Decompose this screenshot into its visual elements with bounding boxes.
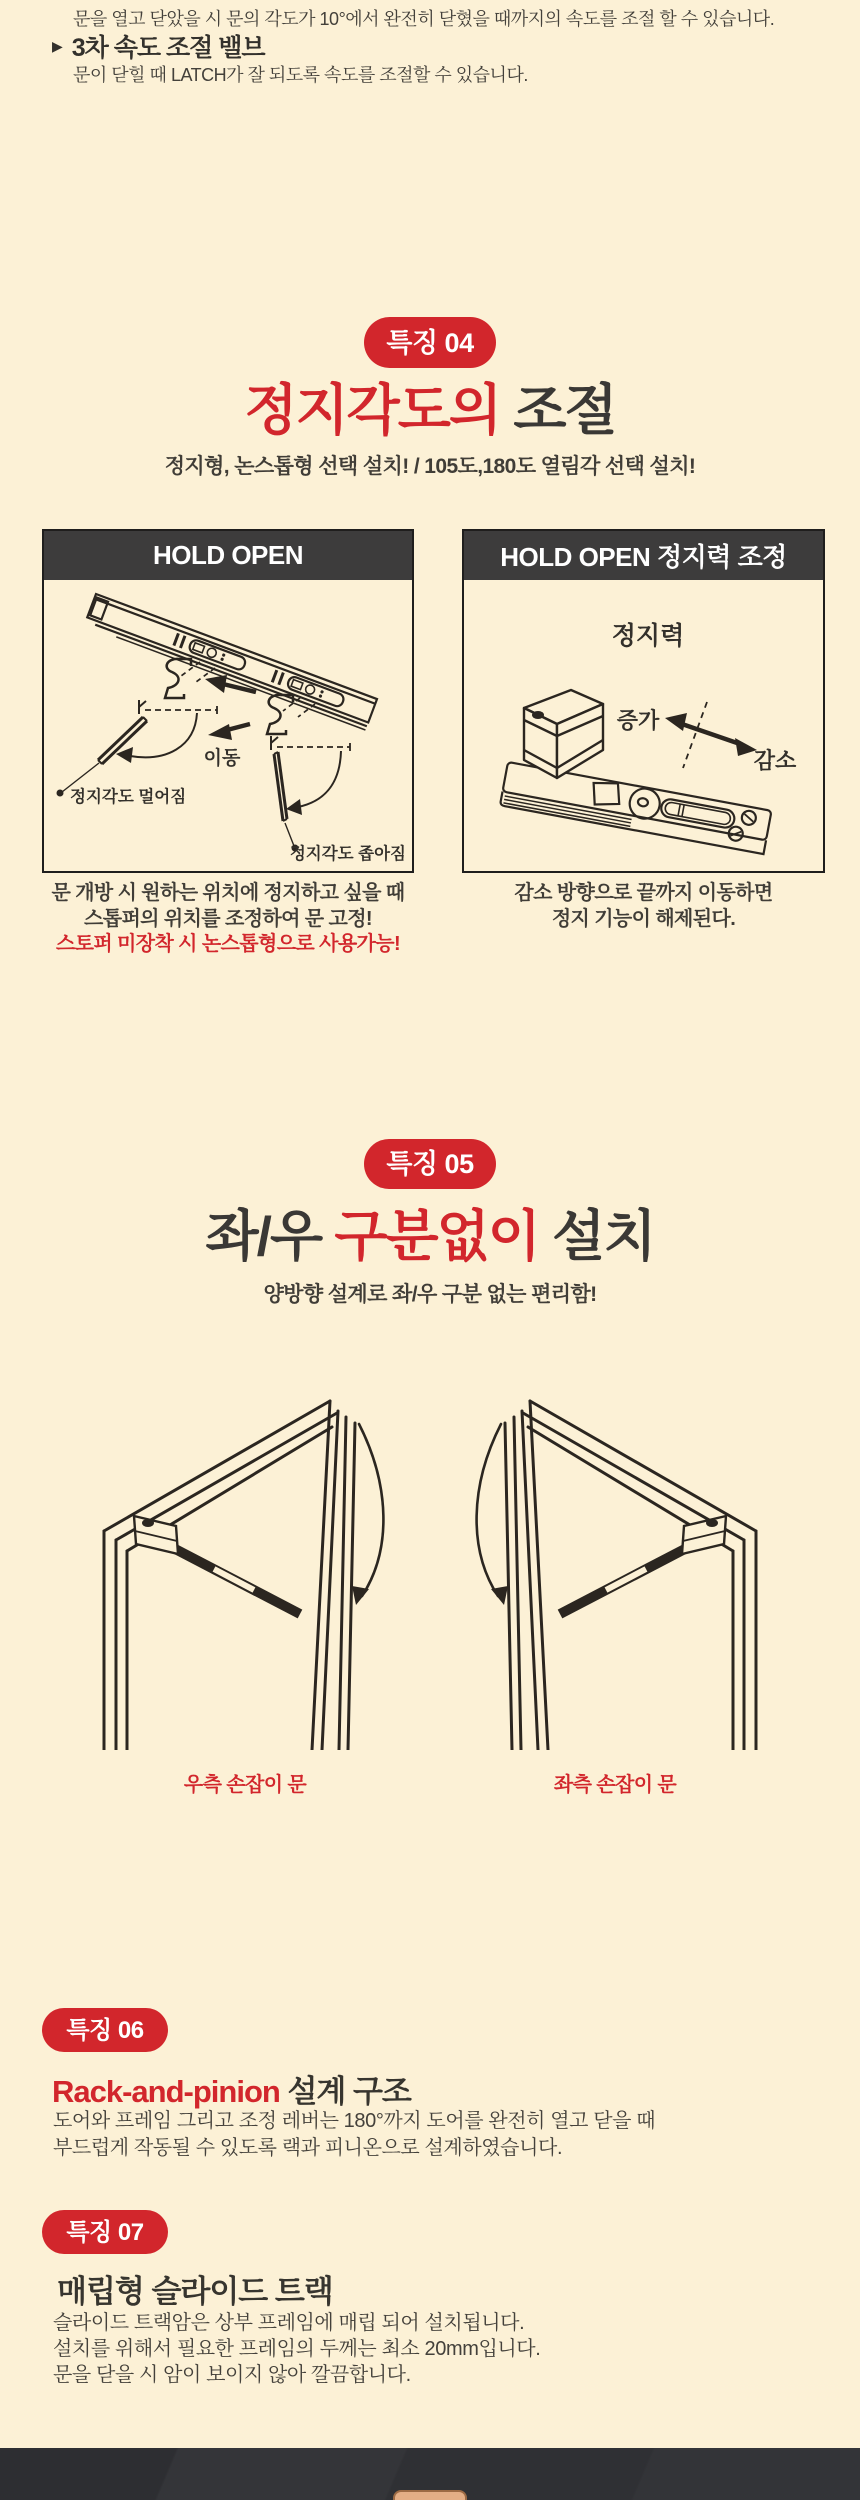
left-handle-door-caption: 좌측 손잡이 문	[553, 1774, 677, 1796]
feature-07-title: 매립형 슬라이드 트랙	[57, 2274, 333, 2309]
right-handle-door-caption: 우측 손잡이 문	[183, 1774, 307, 1796]
body-line: 슬라이드 트랙암은 상부 프레임에 매립 되어 설치됩니다.	[53, 2312, 525, 2334]
hold-open-panel	[42, 529, 414, 873]
feature-06-title-dark: 설계 구조	[279, 2074, 411, 2109]
feature-04-subtitle: 정지형, 논스톱형 선택 설치! / 105도,180도 열림각 선택 설치!	[164, 455, 696, 478]
stopper-hook	[165, 659, 191, 698]
feature-05-title	[0, 1192, 860, 1271]
hold-open-force-panel-header: HOLD OPEN 정지력 조정	[464, 531, 823, 580]
label-stop-force: 정지력	[611, 622, 685, 650]
feature-07-body	[53, 2310, 540, 2388]
caption-highlight: 스토퍼 미장착 시 논스톱형으로 사용가능!	[55, 933, 401, 955]
feature-04-title-dark: 조절	[500, 379, 616, 441]
left-arrow	[227, 724, 250, 730]
hold-open-force-caption	[462, 881, 825, 932]
label-decrease: 감소	[753, 748, 797, 773]
right-handle-door-illustration	[96, 1390, 394, 1750]
feature-06-body	[53, 2108, 655, 2162]
double-arrow	[682, 724, 740, 744]
caption-line: 문 개방 시 원하는 위치에 정지하고 싶을 때	[51, 882, 405, 904]
hold-open-illustration	[44, 580, 412, 871]
feature-05-title-dark1: 좌/우	[205, 1205, 335, 1267]
hold-open-caption	[30, 881, 426, 958]
intro-subheading-text: 3차 속도 조절 밸브	[71, 34, 265, 62]
body-line: 문을 닫을 시 암이 보이지 않아 깔끔합니다.	[53, 2364, 411, 2386]
caption-line: 정지 기능이 해제된다.	[551, 907, 736, 930]
force-adjuster-illustration	[464, 580, 823, 869]
caption-line: 스톱퍼의 위치를 조정하여 문 고정!	[84, 907, 372, 930]
slide-track-stopper-illustration	[44, 580, 412, 869]
label-stop-angle-near: 정지각도 좁아짐	[289, 845, 406, 863]
hold-open-force-panel	[462, 529, 825, 873]
caption-line: 감소 방향으로 끝까지 이동하면	[514, 882, 773, 904]
feature-06-title-red: Rack-and-pinion	[52, 2074, 280, 2109]
feature-05-badge: 특징 05	[364, 1139, 496, 1189]
hold-open-panel-header: HOLD OPEN	[44, 531, 412, 580]
feature-05-title-dark2: 설치	[538, 1205, 655, 1267]
feature-06-badge: 특징 06	[42, 2008, 168, 2052]
intro-paragraph: 문을 열고 닫았을 시 문의 각도가 10°에서 완전히 닫혔을 때까지의 속도를 조절 할 수 있습니다.	[73, 9, 775, 29]
body-line: 도어와 프레임 그리고 조정 레버는 180°까지 도어를 완전히 열고 닫을 때	[53, 2110, 656, 2132]
intro-paragraph: 문이 닫힐 때 LATCH가 잘 되도록 속도를 조절할 수 있습니다.	[73, 65, 528, 85]
feature-07-badge: 특징 07	[42, 2210, 168, 2254]
hold-open-force-illustration	[464, 580, 823, 871]
label-move: 이동	[203, 748, 241, 769]
left-handle-door-illustration	[466, 1390, 764, 1750]
feature-05-title-red: 구분없이	[334, 1205, 539, 1267]
feature-06-title	[52, 2066, 411, 2111]
feature-04-badge: 특징 04	[364, 317, 496, 368]
door-closer-body-top	[393, 2490, 467, 2500]
feature-04-title-red: 정지각도의	[244, 379, 501, 441]
triangle-bullet-icon: ▶	[52, 38, 63, 54]
feature-05-subtitle: 양방향 설계로 좌/우 구분 없는 편리함!	[263, 1283, 597, 1306]
body-line: 설치를 위해서 필요한 프레임의 두께는 최소 20mm입니다.	[53, 2338, 541, 2360]
label-stop-angle-far: 정지각도 멀어짐	[70, 788, 187, 806]
intro-subheading	[52, 28, 265, 64]
feature-04-title	[0, 366, 860, 445]
body-line: 부드럽게 작동될 수 있도록 랙과 피니온으로 설계하였습니다.	[53, 2137, 563, 2159]
label-increase: 증가	[616, 708, 660, 733]
